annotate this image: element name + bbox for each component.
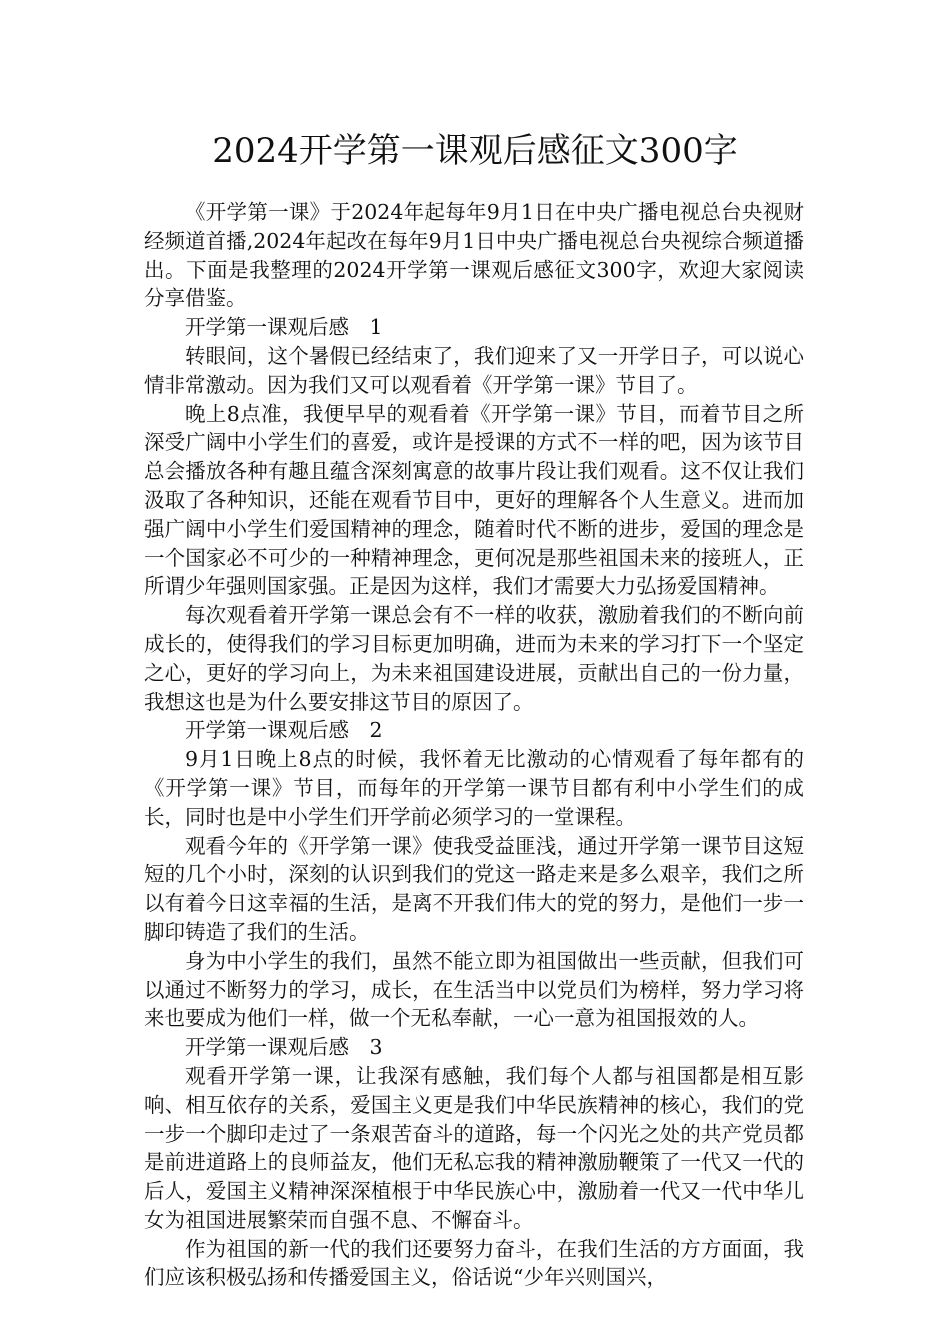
section-1-paragraph-2: 晚上8点准，我便早早的观看着《开学第一课》节目，而着节目之所深受广阔中小学生们的喜爱，或许是授课的方式不一样的吧，因为该节目总会播放各种有趣且蕴含深刻寓意的故事片段让我们观看。这不仅让我们汲取了各种知识，还能在观看节目中，更好的理解各个人生意义。进而加强广阔中小学生们爱国精神的理念，随着时代不断的进步，爱国的理念是一个国家必不可少的一种精神理念，更何况是那些祖国未来的接班人，正所谓少年强则国家强。正是因为这样，我们才需要大力弘扬爱国精神。: [144, 401, 804, 599]
section-2-paragraph-2: 观看今年的《开学第一课》使我受益匪浅，通过开学第一课节目这短短的几个小时，深刻的认识到我们的党这一路走来是多么艰辛，我们之所以有着今日这幸福的生活，是离不开我们伟大的党的努力，是他们一步一脚印铸造了我们的生活。: [144, 833, 804, 944]
section-1-paragraph-1: 转眼间，这个暑假已经结束了，我们迎来了又一开学日子，可以说心情非常激动。因为我们又可以观看着《开学第一课》节目了。: [144, 343, 804, 397]
section-3-paragraph-2: 作为祖国的新一代的我们还要努力奋斗，在我们生活的方方面面，我们应该积极弘扬和传播爱国主义，俗话说“少年兴则国兴，: [144, 1236, 804, 1290]
section-1-paragraph-3: 每次观看着开学第一课总会有不一样的收获，激励着我们的不断向前成长的，使得我们的学习目标更加明确，进而为未来的学习打下一个坚定之心，更好的学习向上，为未来祖国建设进展，贡献出自己的一份力量，我想这也是为什么要安排这节目的原因了。: [144, 603, 804, 714]
section-heading-3: 开学第一课观后感 3: [185, 1035, 383, 1060]
intro-paragraph: 《开学第一课》于2024年起每年9月1日在中央广播电视总台央视财经频道首播,2024年起改在每年9月1日中央广播电视总台央视综合频道播出。下面是我整理的2024开学第一课观后感征文300字，欢迎大家阅读分享借鉴。: [144, 200, 804, 311]
section-2-paragraph-3: 身为中小学生的我们，虽然不能立即为祖国做出一些贡献，但我们可以通过不断努力的学习，成长，在生活当中以党员们为榜样，努力学习将来也要成为他们一样，做一个无私奉献，一心一意为祖国报效的人。: [144, 948, 804, 1031]
section-heading-2: 开学第一课观后感 2: [185, 718, 383, 743]
document-title: 2024开学第一课观后感征文300字: [212, 131, 738, 171]
section-heading-1: 开学第一课观后感 1: [185, 315, 383, 340]
section-3-paragraph-1: 观看开学第一课，让我深有感触，我们每个人都与祖国都是相互影响、相互依存的关系，爱国主义更是我们中华民族精神的核心，我们的党一步一个脚印走过了一条艰苦奋斗的道路，每一个闪光之处的共产党员都是前进道路上的良师益友，他们无私忘我的精神激励鞭策了一代又一代的后人，爱国主义精神深深植根于中华民族心中，激励着一代又一代中华儿女为祖国进展繁荣而自强不息、不懈奋斗。: [144, 1063, 804, 1232]
document-body: [144, 198, 804, 1292]
section-2-paragraph-1: 9月1日晚上8点的时候，我怀着无比激动的心情观看了每年都有的《开学第一课》节目，而每年的开学第一课节目都有利中小学生们的成长，同时也是中小学生们开学前必须学习的一堂课程。: [144, 747, 804, 829]
